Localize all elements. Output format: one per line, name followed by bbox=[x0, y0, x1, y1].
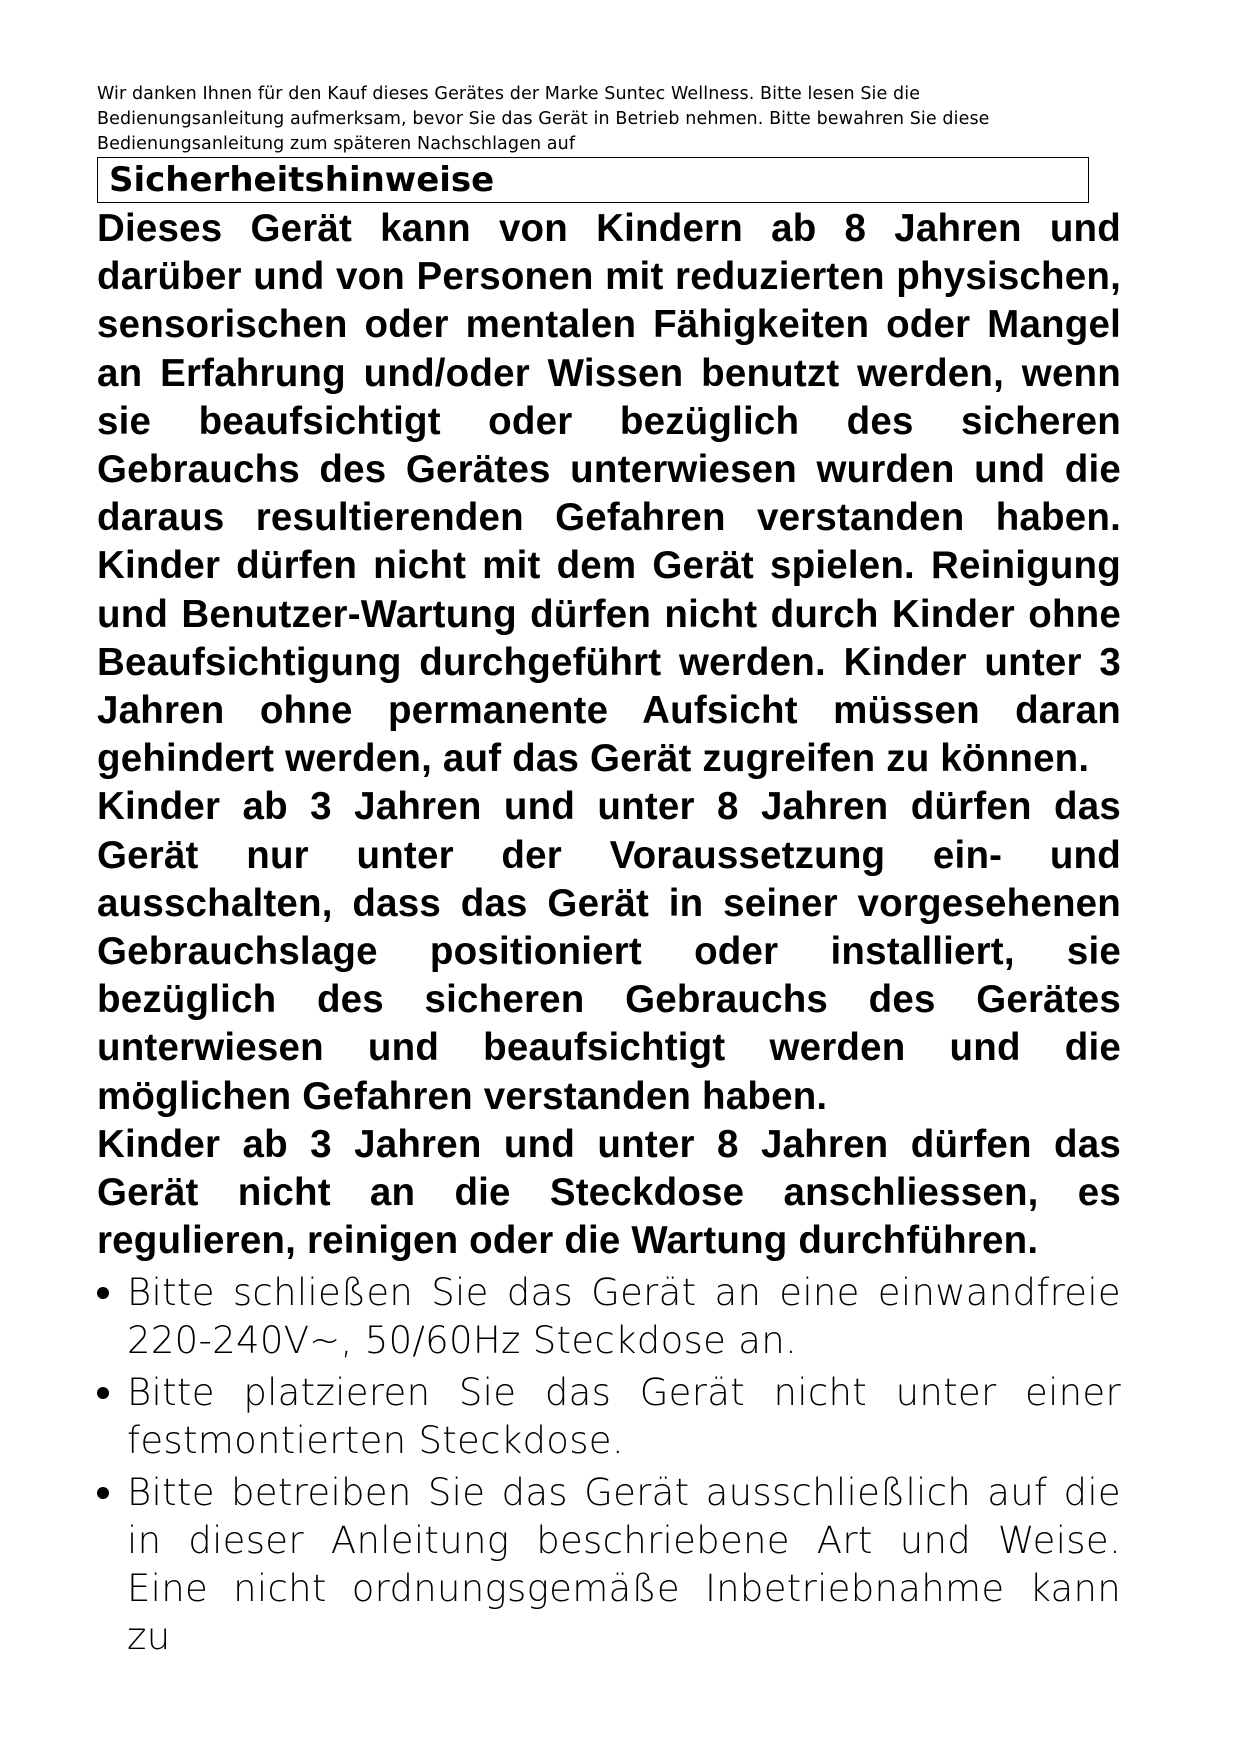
safety-bullet-list bbox=[97, 1269, 1121, 1661]
intro-text bbox=[97, 82, 1121, 157]
bullet-icon bbox=[97, 1387, 109, 1399]
list-item bbox=[97, 1469, 1121, 1661]
bullet-icon bbox=[97, 1487, 109, 1499]
intro-line: Bedienungsanleitung zum späteren Nachschlagen auf bbox=[97, 134, 576, 154]
section-heading-box bbox=[97, 157, 1089, 203]
list-item bbox=[97, 1269, 1121, 1365]
warning-paragraph: Dieses Gerät kann von Kindern ab 8 Jahren und darüber und von Personen mit reduzierten physischen, sensorischen oder mentalen Fähigkeiten oder Mangel an Erfahrung und/oder Wissen benutzt werden, wenn sie beaufsichtigt oder bezüglich des sicheren Gebrauchs des Gerätes unterwiesen wurden und die daraus resultierenden Gefahren verstanden haben. Kinder dürfen nicht mit dem Gerät spielen. Reinigung und Benutzer-Wartung dürfen nicht durch Kinder ohne Beaufsichtigung durchgeführt werden. Kinder unter 3 Jahren ohne permanente Aufsicht müssen daran gehindert werden, auf das Gerät zugreifen zu können. bbox=[97, 207, 1121, 781]
section-title: Sicherheitshinweise bbox=[109, 160, 495, 200]
intro-line: Bedienungsanleitung aufmerksam, bevor Sie das Gerät in Betrieb nehmen. Bitte bewahren Sie diese bbox=[97, 109, 990, 129]
warning-paragraph: Kinder ab 3 Jahren und unter 8 Jahren dürfen das Gerät nur unter der Voraussetzung ein- und ausschalten, dass das Gerät in seiner vorgesehenen Gebrauchslage positioniert oder installiert, sie bezüglich des sicheren Gebrauchs des Gerätes unterwiesen und beaufsichtigt werden und die möglichen Gefahren verstanden haben. bbox=[97, 785, 1121, 1118]
intro-line: Wir danken Ihnen für den Kauf dieses Gerätes der Marke Suntec Wellness. Bitte lesen Sie die bbox=[97, 84, 921, 104]
list-item-text: Bitte platzieren Sie das Gerät nicht unter einer festmontierten Steckdose. bbox=[127, 1371, 1121, 1463]
list-item bbox=[97, 1369, 1121, 1465]
bullet-icon bbox=[97, 1287, 109, 1299]
warning-paragraph: Kinder ab 3 Jahren und unter 8 Jahren dürfen das Gerät nicht an die Steckdose anschliessen, es regulieren, reinigen oder die Wartung durchführen. bbox=[97, 1122, 1121, 1263]
list-item-text: Bitte betreiben Sie das Gerät ausschließlich auf die in dieser Anleitung beschriebene Art und Weise. Eine nicht ordnungsgemäße Inbetriebnahme kann zu bbox=[127, 1471, 1121, 1659]
list-item-text: Bitte schließen Sie das Gerät an eine einwandfreie 220-240V~, 50/60Hz Steckdose an. bbox=[127, 1271, 1121, 1363]
